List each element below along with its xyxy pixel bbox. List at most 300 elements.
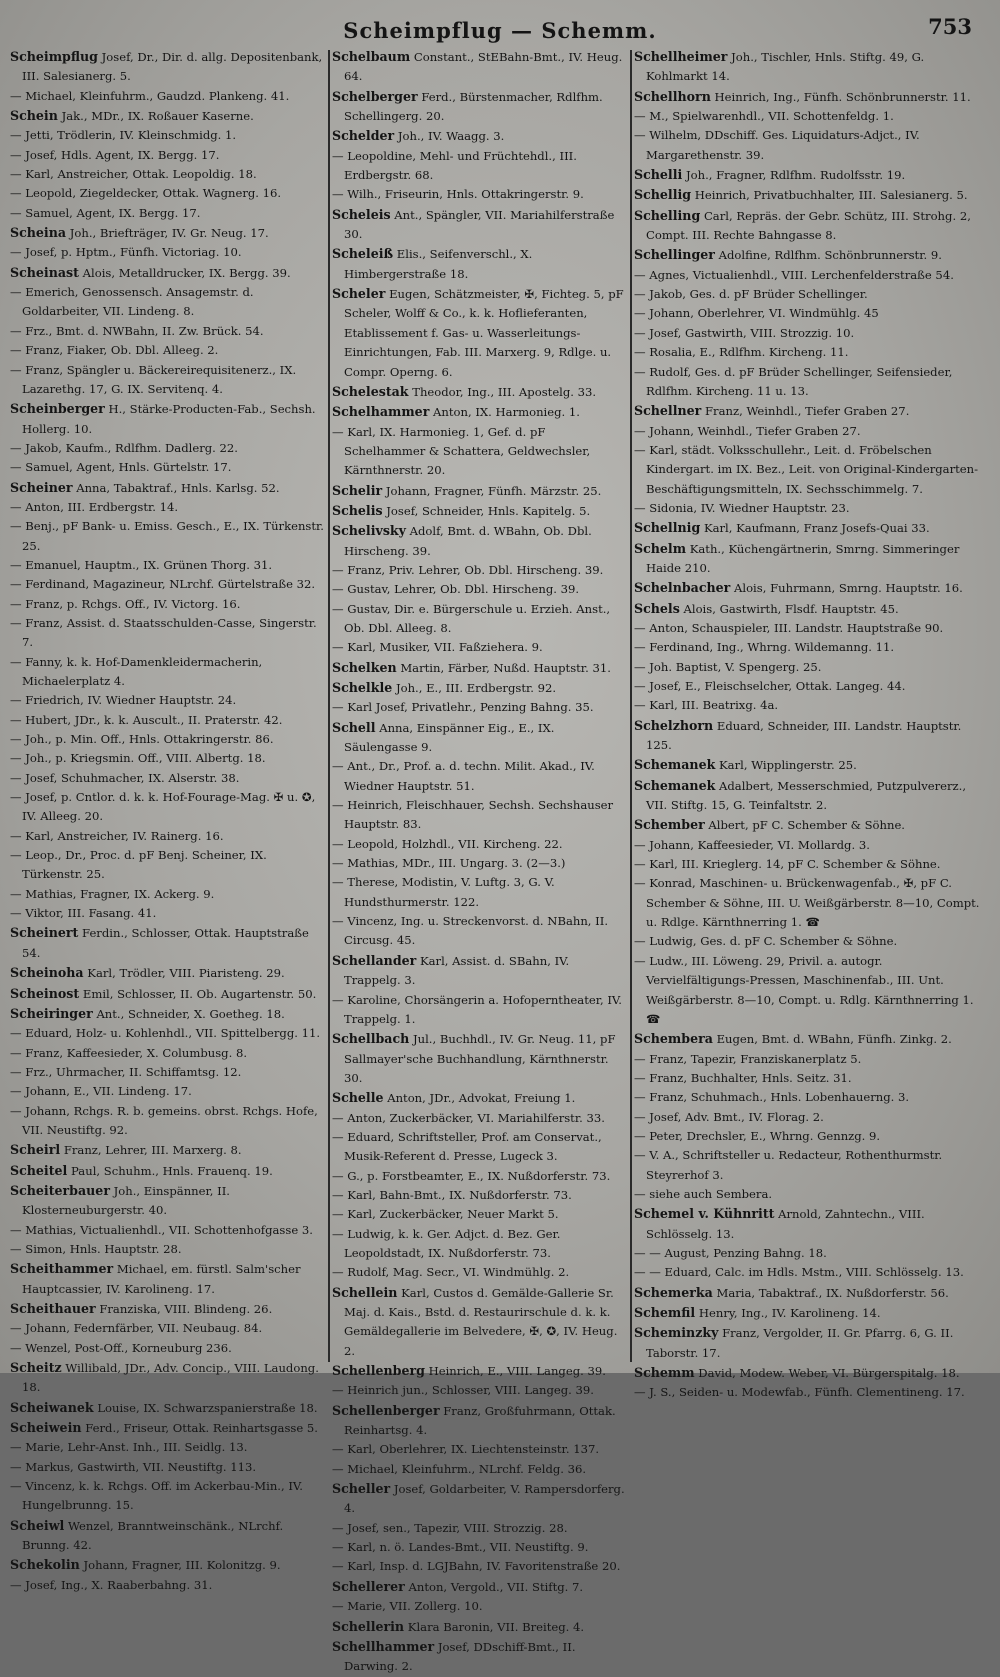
entry-details: Franziska, VIII. Blindeng. 26. [99, 1302, 273, 1316]
directory-entry [634, 47, 986, 87]
directory-entry [634, 638, 986, 657]
entry-surname: Scheiwanek [10, 1399, 94, 1415]
directory-entry [332, 678, 628, 698]
entry-details: Arnold, Zahntechn., VIII. Schlösselg. 13. [646, 1207, 925, 1241]
directory-entry [634, 206, 986, 246]
entry-details: — Heinrich jun., Schlosser, VIII. Langeg. 39. [332, 1383, 594, 1398]
entry-details: Eugen, Bmt. d. WBahn, Fünfh. Zinkg. 2. [716, 1032, 952, 1047]
directory-entry [10, 1259, 326, 1299]
directory-entry [634, 696, 986, 715]
entry-details: Henry, Ing., IV. Karolineng. 14. [698, 1306, 881, 1320]
entry-surname: Scheleis [332, 206, 391, 222]
entry-details: — Franz, Spängler u. Bäckereirequisitenerz., IX. Lazarethg. 17, G. IX. Servitenq. 4. [10, 362, 297, 396]
entry-details: Ferd., Friseur, Ottak. Reinhartsgasse 5. [85, 1421, 318, 1436]
directory-entry [332, 757, 628, 796]
entry-details: Joh., Fragner, Rdlfhm. Rudolfsstr. 19. [685, 168, 906, 183]
directory-entry [332, 1479, 628, 1519]
directory-entry [10, 165, 326, 184]
entry-surname: Scheleiß [332, 246, 394, 262]
directory-entry [634, 1069, 986, 1088]
directory-entry [634, 1363, 986, 1383]
entry-details: — Ant., Dr., Prof. a. d. techn. Milit. Akad., IV. Wiedner Hauptstr. 51. [332, 759, 595, 793]
directory-entry [10, 904, 326, 923]
entry-details: Josef, DDschiff-Bmt., II. Darwing. 2. [344, 1639, 576, 1674]
entry-surname: Schelkle [332, 680, 393, 695]
entry-surname: Scheitz [10, 1360, 62, 1376]
directory-entry [332, 1637, 628, 1677]
entry-surname: Scheinert [10, 925, 79, 941]
entry-details: Karl, Custos d. Gemälde-Gallerie Sr. Maj. d. Kais., Bstd. d. Restaurirschule d. k. k. Gemäldegallerie im Belvedere, ✠, ✪, IV. Heug. 2. [344, 1285, 618, 1358]
entry-details: Louise, IX. Schwarzspanierstraße 18. [97, 1400, 318, 1415]
directory-entry [332, 796, 628, 835]
directory-entry [10, 263, 326, 283]
entry-details: — Johann, E., VII. Lindeng. 17. [10, 1084, 192, 1099]
directory-entry [10, 595, 326, 614]
entry-details: Carl, Repräs. der Gebr. Schütz, III. Strohg. 2, Compt. III. Rechte Bahngasse 8. [646, 208, 971, 243]
entry-surname: Schelm [634, 540, 687, 556]
directory-entry [634, 1029, 986, 1049]
entry-details: — Michael, Kleinfuhrm., Gaudzd. Plankeng. 41. [10, 88, 290, 103]
directory-entry [634, 126, 986, 165]
entry-details: — Ferdinand, Magazineur, NLrchf. Gürtelstraße 32. [10, 577, 316, 592]
entry-details: Wenzel, Branntweinschänk., NLrchf. Brunng. 42. [22, 1518, 284, 1553]
entry-details: Heinrich, E., VIII. Langeg. 39. [428, 1364, 606, 1379]
directory-entry [332, 951, 628, 991]
entry-details: — Karl, Insp. d. LGJBahn, IV. Favoritenstraße 20. [332, 1559, 621, 1574]
entry-details: — Jakob, Ges. d. pF Brüder Schellinger. [634, 287, 868, 302]
directory-entry [332, 185, 628, 204]
directory-entry [10, 749, 326, 768]
directory-entry [634, 1127, 986, 1146]
directory-entry [634, 518, 986, 538]
directory-entry [10, 846, 326, 885]
entry-details: — Josef, E., Fleischselcher, Ottak. Langeg. 44. [634, 679, 906, 693]
directory-entry [10, 1221, 326, 1240]
directory-entry [634, 874, 986, 932]
directory-entry [10, 87, 326, 106]
directory-entry [634, 1244, 986, 1263]
entry-details: — Anton, III. Erdbergstr. 14. [10, 499, 179, 514]
directory-entry [332, 638, 628, 657]
entry-surname: Schellerer [332, 1578, 405, 1594]
directory-entry [10, 517, 326, 556]
directory-entry [634, 1050, 986, 1069]
entry-details: — Johann, Rchgs. R. b. gemeins. obrst. Rchgs. Hofe, VII. Neustiftg. 92. [10, 1103, 318, 1137]
directory-entry [332, 1597, 628, 1616]
directory-entry [332, 658, 628, 678]
directory-entry [10, 711, 326, 730]
entry-details: Ant., Schneider, X. Goetheg. 18. [96, 1006, 285, 1021]
entry-details: Adolfine, Rdlfhm. Schönbrunnerstr. 9. [718, 248, 942, 263]
entry-surname: Schellhammer [332, 1638, 435, 1654]
directory-entry [10, 1024, 326, 1043]
directory-entry [10, 184, 326, 203]
entry-details: — M., Spielwarenhdl., VII. Schottenfeldg. 1. [634, 109, 894, 124]
entry-details: Joh., Tischler, Hnls. Stiftg. 49, G. Kohlmarkt 14. [646, 50, 925, 84]
directory-entry [10, 1358, 326, 1398]
entry-surname: Scheiwein [10, 1420, 82, 1436]
directory-entry [634, 1108, 986, 1127]
entry-details: — Michael, Kleinfuhrm., NLrchf. Feldg. 36. [332, 1461, 587, 1476]
entry-details: Heinrich, Privatbuchhalter, III. Salesianerg. 5. [694, 188, 968, 203]
entry-details: David, Modew. Weber, VI. Bürgerspitalg. 18. [698, 1366, 960, 1381]
entry-surname: Schemerka [634, 1284, 713, 1300]
directory-entry [10, 1516, 326, 1556]
entry-details: Emil, Schlosser, II. Ob. Augartenstr. 50. [82, 986, 317, 1001]
directory-entry [332, 1440, 628, 1459]
entry-details: — Mathias, Fragner, IX. Ackerg. 9. [10, 886, 215, 901]
directory-entry [10, 963, 326, 983]
entry-surname: Scheinoha [10, 965, 84, 981]
entry-details: Joh., IV. Waagg. 3. [397, 129, 505, 144]
directory-entry [332, 521, 628, 561]
entry-details: — Fanny, k. k. Hof-Damenkleidermacherin, Michaelerplatz 4. [10, 654, 263, 688]
directory-entry [10, 399, 326, 439]
entry-details: Alois, Fuhrmann, Smrng. Hauptstr. 16. [734, 581, 963, 596]
directory-entry [332, 481, 628, 501]
entry-surname: Schelling [634, 207, 701, 223]
directory-entry [332, 423, 628, 481]
directory-entry [332, 1263, 628, 1282]
entry-surname: Scheminzky [634, 1325, 719, 1341]
entry-details: — Ludw., III. Löweng. 29, Privil. a. autogr. Vervielfältigungs-Pressen, Maschinenfab., III. Unt. Weißgärberstr. 8—10, Compt. u. Rdlg. Kärnthnerring 1. ☎ [634, 953, 974, 1026]
entry-details: — Karl, städt. Volksschullehr., Leit. d. Fröbelschen Kindergart. im IX. Bez., Leit. von Original-Kindergarten-Beschäftigungsmitteln, IX. Sechsschimmelg. 7. [634, 442, 979, 496]
directory-entry [332, 501, 628, 521]
directory-entry [10, 885, 326, 904]
directory-entry [332, 1128, 628, 1167]
directory-entry [10, 223, 326, 243]
entry-surname: Schelir [332, 482, 383, 498]
entry-details: — Benj., pF Bank- u. Emiss. Gesch., E., IX. Türkenstr. 25. [10, 519, 324, 553]
directory-entry [332, 1557, 628, 1576]
entry-surname: Scheiterbauer [10, 1182, 110, 1198]
entry-details: — Josef, p. Cntlor. d. k. k. Hof-Fourage-Mag. ✠ u. ✪, IV. Alleeg. 20. [10, 790, 316, 824]
entry-surname: Schemanek [634, 777, 716, 793]
directory-entry [332, 244, 628, 284]
directory-entry [332, 835, 628, 854]
entry-details: Theodor, Ing., III. Apostelg. 33. [412, 384, 597, 399]
entry-details: Karl, Wipplingerstr. 25. [719, 758, 857, 773]
entry-details: Elis., Seifenverschl., X. Himbergerstraße 18. [344, 247, 533, 281]
page-number: 753 [928, 14, 972, 39]
directory-entry [10, 1299, 326, 1319]
directory-entry [10, 1082, 326, 1101]
directory-entry [634, 499, 986, 518]
entry-details: Josef, Dr., Dir. d. allg. Depositenbank, III. Salesianerg. 5. [22, 50, 323, 84]
directory-entry [634, 1283, 986, 1303]
directory-entry [332, 1283, 628, 1361]
entry-details: — Therese, Modistin, V. Luftg. 3, G. V. Hundsthurmerstr. 122. [332, 875, 555, 909]
directory-entry [10, 439, 326, 458]
entry-surname: Schein [10, 108, 58, 124]
directory-entry [634, 952, 986, 1029]
entry-details: Paul, Schuhm., Hnls. Frauenq. 19. [71, 1163, 273, 1178]
entry-details: Franz, Weinhdl., Tiefer Graben 27. [705, 404, 910, 419]
directory-entry [10, 341, 326, 360]
directory-entry [10, 923, 326, 963]
entry-surname: Scheimpflug [10, 49, 98, 64]
entry-surname: Schemanek [634, 757, 716, 773]
entry-details: — Leopold, Ziegeldecker, Ottak. Wagnerg. 16. [10, 186, 282, 201]
column-1 [10, 47, 326, 1592]
entry-details: Martin, Färber, Nußd. Hauptstr. 31. [400, 660, 611, 675]
directory-entry [332, 1186, 628, 1205]
entry-details: — Johann, Federnfärber, VII. Neubaug. 84. [10, 1321, 263, 1336]
entry-surname: Schellinger [634, 247, 715, 263]
directory-entry [10, 47, 326, 87]
directory-entry [332, 1361, 628, 1381]
entry-details: — Josef, p. Hptm., Fünfh. Victoriag. 10. [10, 245, 242, 260]
entry-details: Ferdin., Schlosser, Ottak. Hauptstraße 54. [22, 926, 309, 960]
entry-surname: Schelken [332, 659, 397, 675]
entry-surname: Schellenberger [332, 1402, 440, 1418]
entry-details: — Rudolf, Mag. Secr., VI. Windmühlg. 2. [332, 1265, 570, 1280]
entry-details: — Franz, Kaffeesieder, X. Columbusg. 8. [10, 1045, 248, 1060]
entry-surname: Schellenberg [332, 1363, 425, 1379]
directory-entry [332, 1381, 628, 1400]
entry-details: — Vincenz, Ing. u. Streckenvorst. d. NBahn, II. Circusg. 45. [332, 914, 609, 948]
entry-details: — — Eduard, Calc. im Hdls. Mstm., VIII. Schlösselg. 13. [634, 1265, 964, 1280]
entry-surname: Schellander [332, 952, 417, 968]
entry-details: — Gustav, Lehrer, Ob. Dbl. Hirscheng. 39. [332, 582, 580, 597]
directory-entry [634, 619, 986, 638]
entry-details: Karl, Assist. d. SBahn, IV. Trappelg. 3. [344, 953, 570, 988]
entry-surname: Scheithammer [10, 1261, 114, 1277]
directory-entry [332, 1167, 628, 1186]
entry-details: — Franz, Buchhalter, Hnls. Seitz. 31. [634, 1070, 852, 1085]
directory-entry [332, 1617, 628, 1637]
entry-surname: Schelis [332, 502, 383, 518]
entry-details: — Agnes, Victualienhdl., VIII. Lerchenfelderstraße 54. [634, 267, 954, 282]
entry-details: Albert, pF C. Schember & Söhne. [708, 818, 905, 833]
directory-entry [332, 718, 628, 758]
entry-details: — Karl, III. Beatrixg. 4a. [634, 698, 779, 713]
entry-details: — Jakob, Kaufm., Rdlfhm. Dadlerg. 22. [10, 440, 238, 455]
directory-entry [332, 47, 628, 87]
entry-surname: Scheinberger [10, 401, 105, 417]
directory-entry [634, 677, 986, 696]
directory-entry [634, 107, 986, 126]
entry-details: — Karl, Bahn-Bmt., IX. Nußdorferstr. 73. [332, 1187, 572, 1202]
entry-details: — Ferdinand, Ing., Whrng. Wildemanng. 11. [634, 640, 895, 655]
entry-details: Eugen, Schätzmeister, ✠, Fichteg. 5, pF Scheler, Wolff & Co., k. k. Hoflieferanten, Etablissement f. Gas- u. Wasserleitungs-Einrichtungen, Fab. III. Marxerg. 9, Rdlge. u. Compr. Operng. 6. [344, 287, 624, 379]
entry-details: — Anton, Schauspieler, III. Landstr. Hauptstraße 90. [634, 620, 944, 635]
entry-details: — Johann, Weinhdl., Tiefer Graben 27. [634, 423, 861, 438]
entry-details: — Simon, Hnls. Hauptstr. 28. [10, 1241, 182, 1256]
entry-details: — Emanuel, Hauptm., IX. Grünen Thorg. 31. [10, 557, 273, 572]
entry-details: — Rudolf, Ges. d. pF Brüder Schellinger, Seifensieder, Rdlfhm. Kircheng. 11 u. 13. [634, 364, 953, 398]
entry-details: — Hubert, JDr., k. k. Auscult., II. Praterstr. 42. [10, 712, 283, 727]
directory-entry [332, 561, 628, 580]
entry-details: — siehe auch Sembera. [634, 1186, 773, 1201]
entry-surname: Schemel v. Kühnritt [634, 1206, 775, 1222]
directory-entry [332, 147, 628, 186]
directory-entry [634, 1323, 986, 1363]
entry-details: — Friedrich, IV. Wiedner Hauptstr. 24. [10, 693, 237, 708]
column-3 [634, 47, 986, 1400]
directory-entry [10, 653, 326, 692]
entry-details: Johann, Fragner, III. Kolonitzg. 9. [83, 1558, 281, 1573]
entry-details: — Johann, Oberlehrer, VI. Windmühlg. 45 [634, 306, 879, 321]
entry-details: — Franz, Priv. Lehrer, Ob. Dbl. Hirscheng. 39. [332, 562, 604, 577]
entry-details: — Leopold, Holzhdl., VII. Kircheng. 22. [332, 836, 563, 851]
entry-details: — Ludwig, Ges. d. pF C. Schember & Söhne. [634, 934, 898, 949]
entry-details: — Franz, Assist. d. Staatsschulden-Casse, Singerstr. 7. [10, 615, 317, 650]
entry-details: — Samuel, Agent, Hnls. Gürtelstr. 17. [10, 460, 232, 475]
directory-entry [634, 304, 986, 323]
entry-surname: Schelberger [332, 88, 418, 104]
entry-details: — J. S., Seiden- u. Modewfab., Fünfh. Clementineng. 17. [634, 1385, 965, 1400]
directory-entry [634, 245, 986, 265]
directory-entry [10, 1319, 326, 1338]
entry-surname: Scheler [332, 286, 386, 302]
directory-entry [634, 755, 986, 775]
directory-entry [10, 827, 326, 846]
entry-details: — Jetti, Trödlerin, IV. Kleinschmidg. 1. [10, 128, 237, 143]
entry-details: Kath., Küchengärtnerin, Smrng. Simmeringer Haide 210. [646, 541, 960, 575]
directory-entry [10, 1161, 326, 1181]
directory-entry [10, 1063, 326, 1082]
entry-details: — Josef, sen., Tapezir, VIII. Strozzig. 28. [332, 1520, 568, 1535]
entry-details: — Marie, Lehr-Anst. Inh., III. Seidlg. 13. [10, 1440, 248, 1455]
directory-entry [634, 185, 986, 205]
entry-details: — Josef, Ing., X. Raaberbahng. 31. [10, 1577, 213, 1592]
directory-entry [10, 146, 326, 165]
entry-details: — Wenzel, Post-Off., Korneuburg 236. [10, 1340, 232, 1355]
entry-details: — Karl, Zuckerbäcker, Neuer Markt 5. [332, 1207, 559, 1222]
entry-surname: Scheirl [10, 1142, 61, 1158]
entry-details: — Karl, Oberlehrer, IX. Liechtensteinstr. 137. [332, 1442, 600, 1457]
entry-details: — Marie, VII. Zollerg. 10. [332, 1599, 483, 1614]
entry-details: Franz, Großfuhrmann, Ottak. Reinhartsg. 4. [344, 1403, 616, 1438]
entry-surname: Schekolin [10, 1557, 80, 1573]
page-header [0, 8, 1000, 48]
entry-surname: Schelle [332, 1090, 384, 1106]
directory-entry [634, 1303, 986, 1323]
entry-details: Ferd., Bürstenmacher, Rdlfhm. Schellingerg. 20. [344, 89, 603, 124]
entry-details: — Heinrich, Fleischhauer, Sechsh. Sechshauser Hauptstr. 83. [332, 798, 614, 832]
directory-entry [634, 87, 986, 107]
directory-entry [10, 126, 326, 145]
entry-surname: Scheinost [10, 985, 80, 1001]
entry-details: Joh., Briefträger, IV. Gr. Neug. 17. [69, 226, 269, 241]
entry-surname: Scheller [332, 1481, 391, 1497]
entry-details: — Karl Josef, Privatlehr., Penzing Bahng. 35. [332, 700, 594, 715]
entry-details: Franz, Lehrer, III. Marxerg. 8. [63, 1143, 242, 1158]
entry-details: — Gustav, Dir. e. Bürgerschule u. Erzieh. Anst., Ob. Dbl. Alleeg. 8. [332, 601, 611, 635]
directory-entry [332, 912, 628, 951]
entry-details: Franz, Vergolder, II. Gr. Pfarrg. 6, G. II. Taborstr. 17. [646, 1326, 954, 1360]
entry-details: — Vincenz, k. k. Rchgs. Off. im Ackerbau-Min., IV. Hungelbrunng. 15. [10, 1479, 303, 1513]
directory-entry [634, 716, 986, 756]
entry-details: Jak., MDr., IX. Roßauer Kaserne. [61, 109, 254, 124]
directory-entry [10, 1576, 326, 1595]
directory-entry [634, 836, 986, 855]
directory-entry [10, 575, 326, 594]
directory-entry [10, 458, 326, 477]
directory-entry [10, 556, 326, 575]
directory-entry [634, 539, 986, 579]
column-divider [630, 50, 632, 1362]
directory-entry [10, 1418, 326, 1438]
entry-details: Anton, IX. Harmonieg. 1. [433, 405, 580, 420]
directory-entry [634, 578, 986, 598]
entry-surname: Scheiringer [10, 1005, 93, 1021]
directory-entry [10, 1339, 326, 1358]
directory-entry [332, 873, 628, 912]
entry-details: — Frz., Uhrmacher, II. Schiffamtsg. 12. [10, 1064, 242, 1079]
directory-entry [634, 343, 986, 362]
directory-entry [332, 1460, 628, 1479]
entry-details: — Wilhelm, DDschiff. Ges. Liquidaturs-Adjct., IV. Margarethenstr. 39. [634, 128, 920, 162]
entry-surname: Schellhorn [634, 88, 711, 104]
entry-details: — Josef, Adv. Bmt., IV. Florag. 2. [634, 1109, 824, 1124]
entry-surname: Schellig [634, 187, 692, 203]
entry-details: — — August, Penzing Bahng. 18. [634, 1245, 827, 1260]
directory-entry [332, 87, 628, 127]
directory-entry [10, 106, 326, 126]
entry-surname: Schelnbacher [634, 580, 731, 596]
directory-entry [634, 932, 986, 951]
entry-details: — G., p. Forstbeamter, E., IX. Nußdorferstr. 73. [332, 1168, 611, 1183]
entry-surname: Schellner [634, 403, 702, 419]
directory-entry [332, 1519, 628, 1538]
entry-surname: Schelbaum [332, 49, 411, 64]
entry-surname: Scheiner [10, 479, 73, 495]
entry-details: Ant., Spängler, VII. Mariahilferstraße 30. [344, 207, 615, 242]
directory-entry [332, 991, 628, 1030]
directory-entry [634, 285, 986, 304]
entry-details: — Karl, III. Krieglerg. 14, pF C. Schember & Söhne. [634, 857, 941, 872]
directory-entry [634, 1204, 986, 1244]
directory-entry [332, 1109, 628, 1128]
entry-details: — Joh. Baptist, V. Spengerg. 25. [634, 659, 822, 674]
entry-details: — Joh., p. Kriegsmin. Off., VIII. Albertg. 18. [10, 751, 266, 766]
entry-details: — Frz., Bmt. d. NWBahn, II. Zw. Brück. 54. [10, 323, 264, 338]
entry-details: — Emerich, Genossensch. Ansagemstr. d. Goldarbeiter, VII. Lindeng. 8. [10, 285, 254, 319]
directory-entry [332, 1401, 628, 1441]
directory-entry [634, 401, 986, 421]
entry-details: — Franz, Tapezir, Franziskanerplatz 5. [634, 1051, 862, 1066]
entry-details: Anna, Tabaktraf., Hnls. Karlsg. 52. [76, 480, 280, 495]
directory-entry [634, 776, 986, 816]
directory-entry [10, 1102, 326, 1141]
entry-details: — Rosalia, E., Rdlfhm. Kircheng. 11. [634, 345, 849, 360]
entry-details: — Viktor, III. Fasang. 41. [10, 906, 157, 921]
entry-details: Josef, Goldarbeiter, V. Rampersdorferg. 4. [344, 1482, 625, 1516]
entry-surname: Scheiwl [10, 1517, 65, 1533]
entry-surname: Schellbach [332, 1031, 410, 1047]
entry-details: — Karl, Musiker, VII. Faßziehera. 9. [332, 640, 543, 655]
entry-details: Anton, JDr., Advokat, Freiung 1. [387, 1091, 576, 1106]
entry-details: — Karl, Anstreicher, IV. Rainerg. 16. [10, 828, 224, 843]
directory-entry [10, 283, 326, 322]
entry-surname: Schellerin [332, 1618, 405, 1634]
directory-entry [10, 1477, 326, 1516]
directory-entry [10, 498, 326, 517]
entry-details: Joh., E., III. Erdbergstr. 92. [395, 681, 557, 695]
entry-details: — Johann, Kaffeesieder, VI. Mollardg. 3. [634, 837, 870, 852]
entry-details: — Franz, Fiaker, Ob. Dbl. Alleeg. 2. [10, 343, 219, 358]
directory-entry [332, 1205, 628, 1224]
entry-details: — Josef, Hdls. Agent, IX. Bergg. 17. [10, 147, 220, 162]
entry-surname: Scheinast [10, 264, 79, 280]
entry-details: — Josef, Schuhmacher, IX. Alserstr. 38. [10, 770, 240, 785]
directory-entry [10, 769, 326, 788]
entry-details: — Franz, Schuhmach., Hnls. Lobenhauerng. 3. [634, 1090, 910, 1105]
entry-details: — Karl, Anstreicher, Ottak. Leopoldig. 18. [10, 167, 257, 182]
directory-entry [10, 1458, 326, 1477]
